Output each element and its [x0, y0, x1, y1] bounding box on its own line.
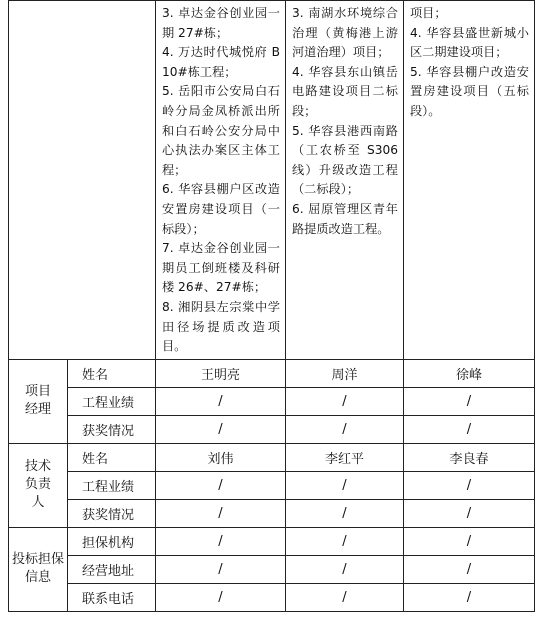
tl-name: 李红平	[286, 443, 404, 471]
guarantee-phone-value: /	[286, 583, 404, 611]
guarantee-agency-value: /	[404, 527, 535, 555]
project-item: 3. 南湖水环境综合治理（黄梅港上游河道治理）项目；	[292, 6, 398, 60]
bid-info-table-frame	[8, 0, 534, 612]
guarantee-address-value: /	[404, 555, 535, 583]
tl-awards-label: 获奖情况	[68, 499, 156, 527]
tl-awards-value: /	[404, 499, 535, 527]
tl-performance-value: /	[156, 471, 286, 499]
project-item: 7. 卓达金谷创业园一期员工倒班楼及科研楼 26#、27#栋；	[162, 241, 280, 295]
pm-name: 徐峰	[404, 359, 535, 387]
guarantee-phone-value: /	[404, 583, 535, 611]
guarantee-agency-label: 担保机构	[68, 527, 156, 555]
pm-name-label: 姓名	[68, 359, 156, 387]
pm-performance-row	[9, 387, 535, 415]
pm-awards-value: /	[404, 415, 535, 443]
tl-awards-value: /	[156, 499, 286, 527]
bid-info-table	[8, 0, 535, 612]
guarantee-agency-value: /	[156, 527, 286, 555]
tl-awards-row	[9, 499, 535, 527]
pm-name: 周洋	[286, 359, 404, 387]
pm-awards-row	[9, 415, 535, 443]
project-item: 项目；	[410, 6, 447, 20]
pm-awards-value: /	[156, 415, 286, 443]
pm-performance-label: 工程业绩	[68, 387, 156, 415]
project-item: 5. 华容县港西南路（工农桥至 S306 线）升级改造工程（二标段）；	[292, 123, 398, 197]
pm-group-label: 项目经理	[9, 359, 68, 443]
tl-group-label: 技术负责人	[9, 443, 68, 527]
guarantee-phone-value: /	[156, 583, 286, 611]
tl-performance-label: 工程业绩	[68, 471, 156, 499]
guarantee-phone-row	[9, 583, 535, 611]
guarantee-address-value: /	[156, 555, 286, 583]
project-item: 4. 华容县东山镇岳电路建设项目二标段；	[292, 64, 398, 118]
pm-performance-value: /	[286, 387, 404, 415]
guarantee-agency-row	[9, 527, 535, 555]
tl-name: 李良春	[404, 443, 535, 471]
project-item: 5. 华容县棚户改造安置房建设项目（五标段）。	[410, 64, 529, 118]
project-item: 3. 卓达金谷创业园一期 27#栋；	[162, 6, 280, 40]
project-item: 6. 华容县棚户区改造安置房建设项目（一标段）；	[162, 182, 280, 236]
guarantee-phone-label: 联系电话	[68, 583, 156, 611]
empty-cell	[9, 1, 156, 360]
project-item: 5. 岳阳市公安局白石岭分局金凤桥派出所和白石岭公安分局中心执法办案区主体工程；	[162, 84, 280, 177]
project-item: 8. 湘阴县左宗棠中学田径场提质改造项目。	[162, 299, 280, 354]
pm-name-row	[9, 359, 535, 387]
guarantee-agency-value: /	[286, 527, 404, 555]
pm-performance-value: /	[156, 387, 286, 415]
pm-awards-value: /	[286, 415, 404, 443]
project-list-row	[9, 1, 535, 360]
guarantee-address-label: 经营地址	[68, 555, 156, 583]
project-list-cell-a	[156, 1, 286, 360]
project-list-cell-b	[286, 1, 404, 360]
tl-name-row	[9, 443, 535, 471]
tl-name-label: 姓名	[68, 443, 156, 471]
project-item: 4. 华容县盛世新城小区二期建设项目；	[410, 25, 529, 60]
project-list-cell-c	[404, 1, 535, 360]
guarantee-group-label: 投标担保信息	[9, 527, 68, 611]
tl-performance-row	[9, 471, 535, 499]
tl-name: 刘伟	[156, 443, 286, 471]
project-item: 4. 万达时代城悦府 B10#栋工程；	[162, 45, 280, 79]
tl-performance-value: /	[286, 471, 404, 499]
guarantee-address-row	[9, 555, 535, 583]
tl-performance-value: /	[404, 471, 535, 499]
pm-name: 王明亮	[156, 359, 286, 387]
pm-awards-label: 获奖情况	[68, 415, 156, 443]
tl-awards-value: /	[286, 499, 404, 527]
project-item: 6. 屈原管理区青年路提质改造工程。	[292, 201, 398, 236]
pm-performance-value: /	[404, 387, 535, 415]
guarantee-address-value: /	[286, 555, 404, 583]
